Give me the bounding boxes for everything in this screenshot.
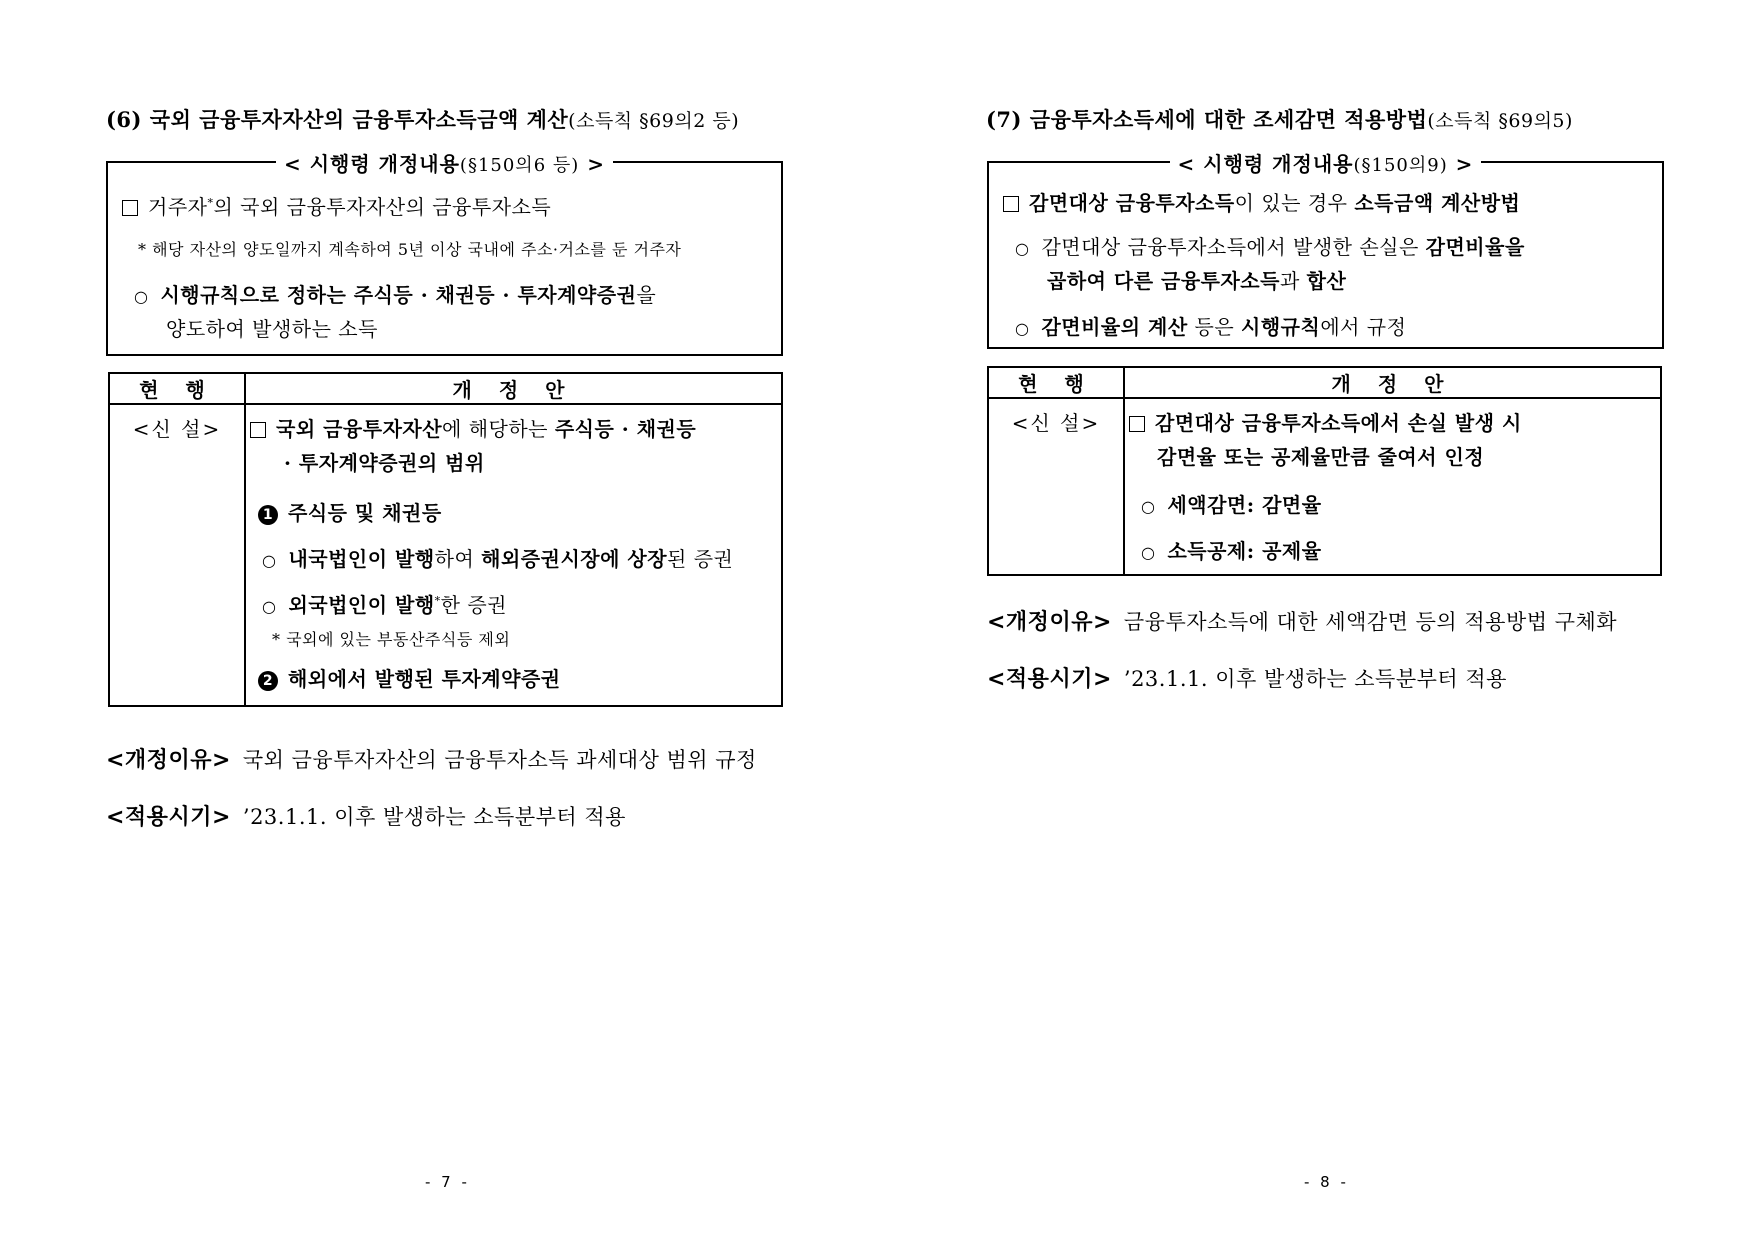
reason-label: <개정이유>	[987, 610, 1112, 635]
section-title	[986, 104, 1573, 134]
col-proposed-header: 개 정 안	[245, 373, 782, 404]
timing-line	[987, 662, 1507, 693]
col-current-header: 현 행	[988, 367, 1124, 398]
reason-line	[106, 743, 757, 774]
box-line-1	[1003, 187, 1520, 216]
comparison-table	[987, 366, 1662, 576]
box-line-3: 양도하여 발생하는 소득	[166, 317, 378, 341]
text: 시행규칙	[1241, 315, 1321, 339]
text: 의 국외 금융투자자산의 금융투자소득	[213, 195, 552, 219]
text: 곱하여 다른 금융투자소득	[1047, 269, 1280, 293]
amendment-box-caption	[989, 148, 1662, 177]
text: 된 증권	[667, 547, 734, 571]
text: 주식등 및 채권등	[288, 501, 442, 525]
text: 거주자	[148, 195, 208, 219]
circle-bullet-icon: ○	[262, 597, 277, 616]
proposed-cell	[245, 404, 782, 706]
section-title-text: (7) 금융투자소득세에 대한 조세감면 적용방법	[986, 107, 1428, 132]
text: 국외 금융투자자산	[276, 417, 443, 441]
text: 합산	[1306, 269, 1347, 293]
square-bullet-icon	[1129, 416, 1145, 432]
proposed-line-2: 감면율 또는 공제율만큼 줄여서 인정	[1157, 445, 1485, 469]
page-number: - 8 -	[1304, 1173, 1349, 1191]
text: 과	[1279, 269, 1307, 293]
text: 감면대상 금융투자소득	[1029, 191, 1235, 215]
proposed-bullet-1	[262, 543, 733, 572]
asterisk: *	[207, 196, 214, 210]
box-line-4	[1015, 311, 1406, 340]
box-line-2	[134, 279, 656, 308]
caption-ref: (§150의9)	[1353, 155, 1448, 176]
amendment-box	[106, 152, 783, 356]
text: 감면비율을	[1425, 235, 1525, 259]
text: 외국법인이 발행	[288, 593, 435, 617]
amendment-box	[987, 152, 1664, 349]
text: 감면대상 금융투자소득에서 손실 발생 시	[1155, 411, 1522, 435]
col-current-header: 현 행	[109, 373, 245, 404]
proposed-item-1	[258, 497, 442, 526]
current-value: <신 설>	[132, 417, 222, 441]
box-note: * 해당 자산의 양도일까지 계속하여 5년 이상 국내에 주소·거소를 둔 거주자	[138, 240, 682, 259]
current-cell	[109, 404, 245, 706]
text: 해외증권시장에 상장	[481, 547, 668, 571]
col-proposed-header: 개 정 안	[1124, 367, 1661, 398]
caption-main: < 시행령 개정내용	[283, 152, 460, 176]
text: 시행규칙으로 정하는 주식등 · 채권등 · 투자계약증권	[160, 283, 637, 307]
text: 에서 규정	[1320, 315, 1407, 339]
text: 소득공제: 공제율	[1167, 539, 1322, 563]
text: 소득금액 계산방법	[1354, 191, 1521, 215]
page-number: - 7 -	[425, 1173, 470, 1191]
square-bullet-icon	[122, 200, 138, 216]
circle-bullet-icon: ○	[1015, 319, 1030, 338]
text: 하여	[434, 547, 482, 571]
proposed-cell	[1124, 398, 1661, 575]
box-line-2	[1015, 231, 1525, 260]
text: 한 증권	[440, 593, 507, 617]
timing-label: <적용시기>	[106, 805, 231, 830]
number-2-icon: 2	[258, 671, 278, 691]
text: 을	[636, 283, 657, 307]
text: 에 해당하는	[442, 417, 555, 441]
asterisk: *	[434, 594, 441, 608]
caption-ref: (§150의6 등)	[459, 155, 580, 176]
current-value: <신 설>	[1011, 411, 1101, 435]
proposed-line-2: · 투자계약증권의 범위	[284, 451, 485, 475]
current-cell	[988, 398, 1124, 575]
square-bullet-icon	[1003, 196, 1019, 212]
circle-bullet-icon: ○	[1141, 543, 1156, 562]
proposed-item-2	[258, 663, 561, 692]
text: 감면비율의 계산	[1041, 315, 1188, 339]
text: 감면대상 금융투자소득에서 발생한 손실은	[1041, 235, 1426, 259]
proposed-line-1	[1129, 407, 1522, 436]
reason-label: <개정이유>	[106, 748, 231, 773]
section-title	[106, 104, 739, 134]
section-title-ref: (소득칙 §69의2 등)	[568, 110, 740, 132]
timing-label: <적용시기>	[987, 667, 1112, 692]
text: 해외에서 발행된 투자계약증권	[288, 667, 561, 691]
text: 내국법인이 발행	[288, 547, 435, 571]
timing-text: ’23.1.1. 이후 발생하는 소득분부터 적용	[1123, 667, 1507, 691]
circle-bullet-icon: ○	[1015, 239, 1030, 258]
proposed-bullet-2	[262, 589, 507, 618]
proposed-bullet-1	[1141, 489, 1322, 518]
circle-bullet-icon: ○	[262, 551, 277, 570]
section-title-text: (6) 국외 금융투자자산의 금융투자소득금액 계산	[106, 107, 569, 132]
caption-end: >	[1447, 152, 1474, 176]
reason-line	[987, 605, 1617, 636]
caption-end: >	[579, 152, 606, 176]
page-8	[877, 0, 1754, 1240]
timing-text: ’23.1.1. 이후 발생하는 소득분부터 적용	[242, 805, 626, 829]
circle-bullet-icon: ○	[1141, 497, 1156, 516]
text: 세액감면: 감면율	[1167, 493, 1322, 517]
proposed-line-1	[250, 413, 696, 442]
text: 주식등 · 채권등	[554, 417, 697, 441]
box-line-3	[1047, 265, 1346, 294]
timing-line	[106, 800, 626, 831]
comparison-table	[108, 372, 783, 707]
text: 등은	[1187, 315, 1242, 339]
caption-main: < 시행령 개정내용	[1177, 152, 1354, 176]
reason-text: 금융투자소득에 대한 세액감면 등의 적용방법 구체화	[1123, 610, 1618, 634]
text: 이 있는 경우	[1234, 191, 1355, 215]
section-title-ref: (소득칙 §69의5)	[1427, 110, 1573, 132]
square-bullet-icon	[250, 422, 266, 438]
number-1-icon: 1	[258, 505, 278, 525]
amendment-box-caption	[108, 148, 781, 177]
box-line-1	[122, 191, 551, 220]
proposed-note: * 국외에 있는 부동산주식등 제외	[272, 630, 511, 649]
proposed-bullet-2	[1141, 535, 1322, 564]
circle-bullet-icon: ○	[134, 287, 149, 306]
reason-text: 국외 금융투자자산의 금융투자소득 과세대상 범위 규정	[242, 748, 757, 772]
